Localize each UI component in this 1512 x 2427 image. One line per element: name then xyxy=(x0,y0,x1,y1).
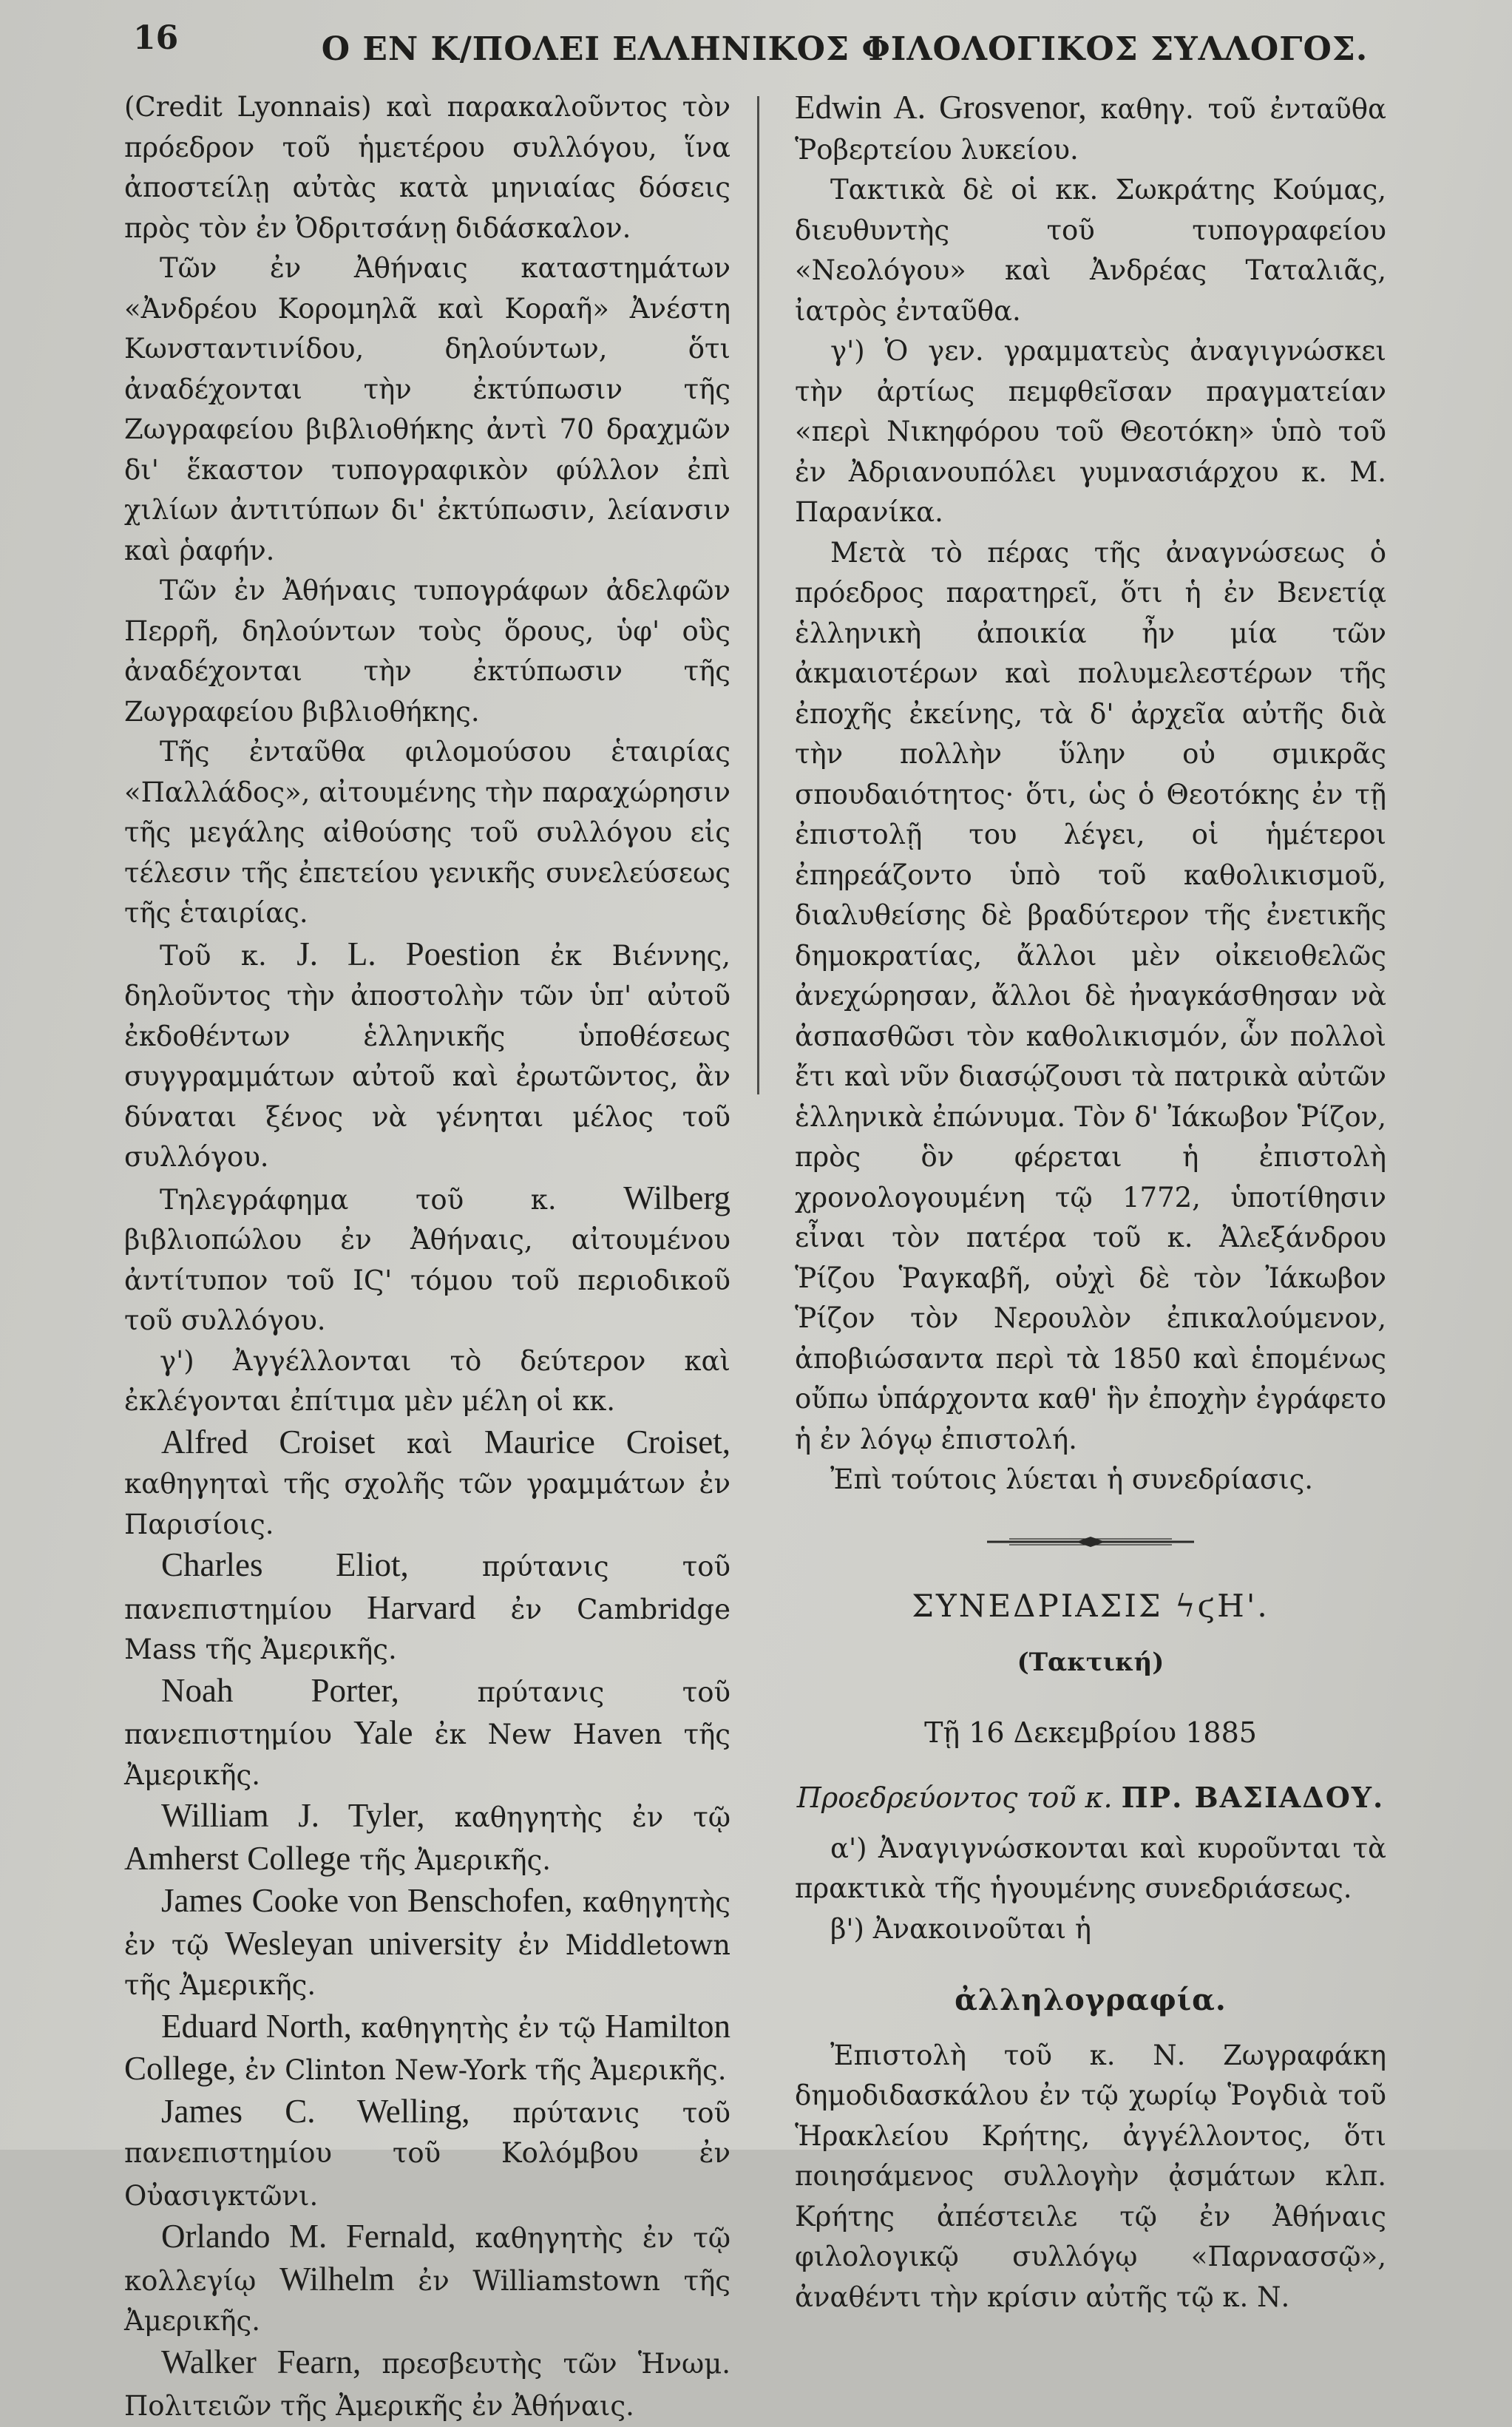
member-name: Charles Eliot, xyxy=(161,1546,409,1583)
member-name: Walker Fearn, xyxy=(161,2343,362,2380)
text-run: πρύτανις τοῦ πανεπιστημίου τοῦ Κολόμβου ἐν Οὐασιγκτῶνι. xyxy=(124,2096,730,2212)
paragraph: Τῶν ἐν Ἀθήναις τυπογράφων ἀδελφῶν Περρῆ, δηλούντων τοὺς ὅρους, ὑφ' οὓς ἀναδέχονται τὴν ἐκτύπωσιν τῆς Ζωγραφείου βιβλιοθήκης. xyxy=(124,575,730,728)
text-run: πρεσβευτὴς τῶν Ἡνωμ. Πολιτειῶν τῆς Ἀμερικῆς ἐν Ἀθήναις. xyxy=(124,2347,730,2422)
member-entry xyxy=(124,2091,730,2217)
paragraph: Ἐπὶ τούτοις λύεται ἡ συνεδρίασις. xyxy=(830,1463,1314,1495)
person-name: Wilberg xyxy=(623,1179,730,1216)
member-entry xyxy=(124,2216,730,2342)
paragraph: Τῆς ἐνταῦθα φιλομούσου ἑταιρίας «Παλλάδος», αἰτουμένης τὴν παραχώρησιν τῆς μεγάλης αἰθούσης τοῦ συλλόγου εἰς τέλεσιν τῆς ἐπετείου γενικῆς συνελεύσεως τῆς ἑταιρίας. xyxy=(124,736,730,929)
running-title: Ο ΕΝ Κ/ΠΟΛΕΙ ΕΛΛΗΝΙΚΟΣ ΦΙΛΟΛΟΓΙΚΟΣ ΣΥΛΛΟΓΟΣ. xyxy=(321,30,1369,68)
text-run: καθηγηταὶ τῆς σχολῆς τῶν γραμμάτων ἐν Παρισίοις. xyxy=(124,1468,730,1540)
member-entry xyxy=(124,1881,730,2006)
member-entry xyxy=(124,1671,730,1796)
text-run: πρύτανις τοῦ πανεπιστημίου xyxy=(124,1551,730,1625)
member-entry xyxy=(124,1545,730,1671)
institution-name: Yale xyxy=(353,1714,413,1751)
members-list xyxy=(124,1422,730,2427)
ornament-divider xyxy=(795,1534,1386,1549)
text-run: καὶ xyxy=(375,1427,484,1460)
running-head xyxy=(118,16,1460,68)
member-entry xyxy=(124,2006,730,2091)
spacer xyxy=(795,1818,1386,1829)
text-run: Τηλεγράφημα τοῦ κ. xyxy=(160,1183,624,1216)
member-entry xyxy=(124,1795,730,1881)
paragraph: Τῶν ἐν Ἀθήναις καταστημάτων «Ἀνδρέου Κορομηλᾶ καὶ Κοραῆ» Ἀνέστη Κωνσταντινίδου, δηλούντων, ὅτι ἀναδέχονται τὴν ἐκτύπωσιν τῆς Ζωγραφείου βιβλιοθήκης ἀντὶ 70 δραχμῶν δι' ἕκαστον τυπογραφικὸν φύλλον ἐπὶ χιλίων ἀντιτύπων δι' ἐκτύπωσιν, λείανσιν καὶ ῥαφήν. xyxy=(124,252,730,566)
correspondence-heading: ἀλληλογραφία. xyxy=(955,1983,1227,2017)
session-chair xyxy=(795,1778,1386,1818)
text-run: πρύτανις τοῦ πανεπιστημίου xyxy=(124,1676,730,1750)
member-name: Eduard North, xyxy=(161,2007,352,2045)
session-title: ΣΥΝΕΔΡΙΑΣΙΣ ϟϛΗ'. xyxy=(912,1587,1269,1624)
text-run: ἐκ Βιέννης, δηλοῦντος τὴν ἀποστολὴν τῶν ὑπ' αὐτοῦ ἐκδοθέντων ἑλληνικῆς ὑποθέσεως συγγραμμάτων αὐτοῦ καὶ ἐρωτῶντος, ἂν δύναται ξένος νὰ γένηται μέλος τοῦ συλλόγου. xyxy=(124,939,730,1173)
paragraph: γ') Ἀγγέλλονται τὸ δεύτερον καὶ ἐκλέγονται ἐπίτιμα μὲν μέλη οἱ κκ. xyxy=(124,1344,730,1417)
left-column xyxy=(124,87,730,2427)
text-run: καθηγητὴς ἐν τῷ xyxy=(124,1886,730,1961)
ornament-rule-icon xyxy=(980,1534,1201,1549)
text-run: καθηγ. τοῦ ἐνταῦθα Ῥοβερτείου λυκείου. xyxy=(795,93,1386,166)
paragraph: γ') Ὁ γεν. γραμματεὺς ἀναγιγνώσκει τὴν ἀρτίως πεμφθεῖσαν πραγματείαν «περὶ Νικηφόρου τοῦ Θεοτόκη» ὑπὸ τοῦ ἐν Ἀδριανουπόλει γυμνασιάρχου κ. Μ. Παρανίκα. xyxy=(795,335,1386,528)
text-run: ἐκ New Haven τῆς Ἀμερικῆς. xyxy=(124,1719,730,1791)
paragraph xyxy=(124,934,730,1178)
text-run: Προεδρεύοντος τοῦ κ. xyxy=(796,1781,1122,1814)
institution-name: Harvard xyxy=(367,1588,476,1626)
paragraph xyxy=(124,1178,730,1341)
member-name: James Cooke von Benschofen, xyxy=(161,1882,573,1919)
text-run: Τοῦ κ. xyxy=(160,939,297,972)
institution-name: Wilhelm xyxy=(279,2260,395,2298)
member-entry xyxy=(124,1422,730,1546)
paragraph: β') Ἀνακοινοῦται ἡ xyxy=(830,1912,1092,1945)
page-number: 16 xyxy=(133,19,179,57)
text-run: βιβλιοπώλου ἐν Ἀθήναις, αἰτουμένου ἀντίτυπον τοῦ ΙϚ' τόμου τοῦ περιοδικοῦ τοῦ συλλόγου. xyxy=(124,1224,730,1336)
person-name: J. L. Poestion xyxy=(296,935,521,972)
member-entry xyxy=(124,2342,730,2427)
text-run: τῆς Ἀμερικῆς. xyxy=(350,1844,552,1876)
member-name: James C. Welling, xyxy=(161,2092,470,2130)
text-run: ἐν Cambridge Mass τῆς Ἀμερικῆς. xyxy=(124,1593,730,1665)
member-name: Orlando M. Fernald, xyxy=(161,2218,456,2255)
session-date: Τῇ 16 Δεκεμβρίου 1885 xyxy=(924,1716,1257,1749)
institution-name: Amherst College xyxy=(124,1839,351,1877)
paragraph xyxy=(795,87,1386,170)
paragraph: Ἐπιστολὴ τοῦ κ. Ν. Ζωγραφάκη δημοδιδασκάλου ἐν τῷ χωρίῳ Ῥογδιὰ τοῦ Ἡρακλείου Κρήτης, ἀγγέλλοντος, ὅτι ποιησάμενος συλλογὴν ᾀσμάτων κλπ. Κρήτης ἀπέστειλε τῷ ἐν Ἀθήναις φιλολογικῷ συλλόγῳ «Παρνασσῷ», ἀναθέντι τὴν κρίσιν αὐτῆς τῷ κ. Ν. xyxy=(795,2039,1386,2313)
text-run: ἐν Williamstown τῆς Ἀμερικῆς. xyxy=(124,2264,730,2337)
paragraph: Μετὰ τὸ πέρας τῆς ἀναγνώσεως ὁ πρόεδρος παρατηρεῖ, ὅτι ἡ ἐν Βενετίᾳ ἑλληνικὴ ἀποικία ἦν μία τῶν ἀκμαιοτέρων καὶ πολυμελεστέρων τῆς ἐποχῆς ἐκείνης, τὰ δ' ἀρχεῖα αὐτῆς διὰ τὴν πολλὴν ὕλην οὐ σμικρᾶς σπουδαιότητος· ὅτι, ὡς ὁ Θεοτόκης ἐν τῇ ἐπιστολῇ του λέγει, οἱ ἡμέτεροι ἐπηρεάζοντο ὑπὸ τοῦ καθολικισμοῦ, διαλυθείσης δὲ βραδύτερον τῆς ἐνετικῆς δημοκρατίας, ἄλλοι μὲν οἰκειοθελῶς ἀνεχώρησαν, ἄλλοι δὲ ἠναγκάσθησαν νὰ ἀσπασθῶσι τὸν καθολικισμόν, ὧν πολλοὶ ἔτι καὶ νῦν διασῴζουσι τὰ πατρικὰ αὐτῶν ἑλληνικὰ ἐπώνυμα. Τὸν δ' Ἰάκωβον Ῥίζον, πρὸς ὃν φέρεται ἡ ἐπιστολὴ χρονολογουμένη τῷ 1772, ὑποτίθησιν εἶναι τὸν πατέρα τοῦ κ. Ἀλεξάνδρου Ῥίζου Ῥαγκαβῆ, οὐχὶ δὲ τὸν Ἰάκωβον Ῥίζον τὸν Νερουλὸν ἐπικαλούμενον, ἀποβιώσαντα περὶ τὰ 1850 καὶ ἑπομένως οὔπω ὑπάρχοντα καθ' ἣν ἐποχὴν ἐγράφετο ἡ ἐν λόγῳ ἐπιστολή. xyxy=(795,536,1386,1455)
text-run: καθηγητὴς ἐν τῷ κολλεγίῳ xyxy=(124,2222,730,2297)
text-run: καθηγητὴς ἐν τῷ xyxy=(424,1801,730,1833)
chair-name: ΠΡ. ΒΑΣΙΑΔΟΥ. xyxy=(1121,1781,1385,1814)
institution-name: Hamilton College, xyxy=(124,2007,730,2087)
person-name: Edwin A. Grosvenor, xyxy=(795,89,1087,126)
institution-name: Wesleyan university xyxy=(225,1924,503,1962)
member-name: William J. Tyler, xyxy=(161,1797,425,1834)
text-run: ἐν Clinton New-York τῆς Ἀμερικῆς. xyxy=(236,2054,727,2086)
paragraph: α') Ἀναγιγνώσκονται καὶ κυροῦνται τὰ πρακτικὰ τῆς ἡγουμένης συνεδριάσεως. xyxy=(795,1832,1386,1904)
column-divider xyxy=(757,96,759,1094)
text-run: ἐν Middletown τῆς Ἀμερικῆς. xyxy=(124,1929,730,2001)
paragraph: Τακτικὰ δὲ οἱ κκ. Σωκράτης Κούμας, διευθυντὴς τοῦ τυπογραφείου «Νεολόγου» καὶ Ἀνδρέας Ταταλιᾶς, ἰατρὸς ἐνταῦθα. xyxy=(795,174,1386,327)
right-column xyxy=(795,87,1386,2318)
paragraph xyxy=(124,87,730,248)
session-type: (Τακτική) xyxy=(1017,1648,1164,1677)
text-run: καθηγητὴς ἐν τῷ xyxy=(351,2011,606,2044)
institution-name: Maurice Croiset, xyxy=(484,1423,730,1460)
member-name: Noah Porter, xyxy=(161,1671,399,1709)
paragraph-text: (Credit Lyonnais) καὶ παρακαλοῦντος τὸν πρόεδρον τοῦ ἡμετέρου συλλόγου, ἵνα ἀποστείλῃ αὐτὰς κατὰ μηνιαίας δόσεις πρὸς τὸν ἐν Ὀδριτσάνῃ διδάσκαλον. xyxy=(124,91,730,244)
member-name: Alfred Croiset xyxy=(161,1423,376,1460)
